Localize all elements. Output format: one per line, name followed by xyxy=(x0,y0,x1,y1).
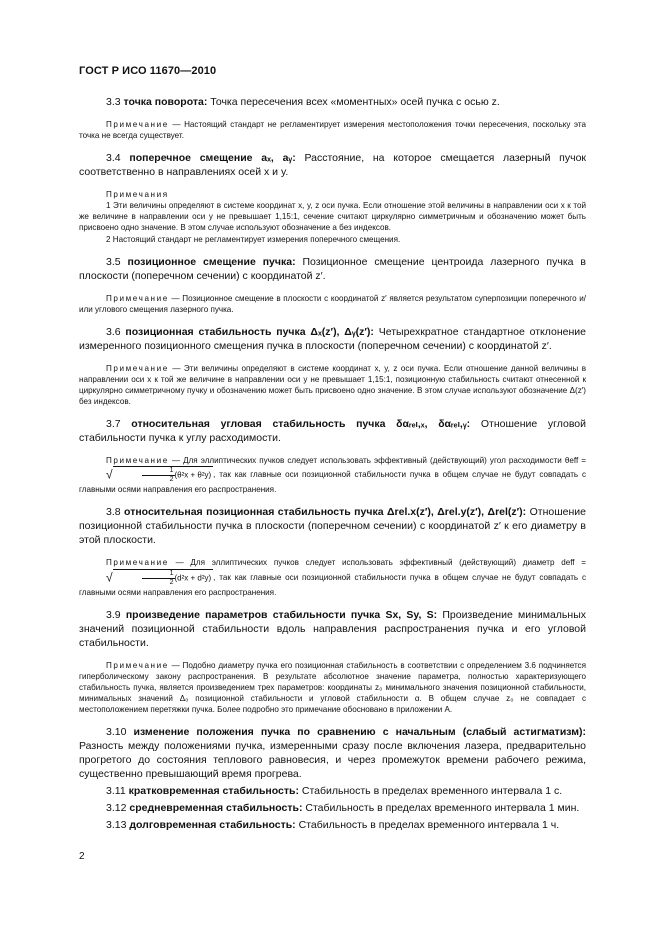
def-term: средневременная стабильность: xyxy=(129,802,303,815)
def-number: 3.11 xyxy=(106,785,126,798)
definition-3-10 xyxy=(79,725,586,781)
def-text: Отношение позиционной стабильности пучка в плоскости (поперечном сечении) с координатой z′ к его диаметру в этой плоскости. xyxy=(79,506,586,547)
definition-3-6 xyxy=(79,325,586,353)
def-term: позиционная стабильность пучка Δₓ(z′), Δᵧ(z′): xyxy=(125,325,374,338)
def-text: Стабильность в пределах временного интервала 1 с. xyxy=(301,785,563,798)
def-term: относительная позиционная стабильность пучка Δrel.x(z′), Δrel.y(z′), Δrel(z′): xyxy=(124,506,527,519)
note-3-6 xyxy=(79,363,586,407)
note-label: Примечание xyxy=(106,660,169,670)
def-text: Точка пересечения всех «моментных» осей пучка с осью z. xyxy=(210,96,500,108)
note-3-3 xyxy=(79,119,586,141)
def-text: Позиционное смещение центроида лазерного пучка в плоскости (поперечном сечении) с координатой z′. xyxy=(79,255,586,282)
definition-3-11 xyxy=(79,784,586,798)
def-number: 3.10 xyxy=(106,726,127,739)
sqrt-body xyxy=(113,466,214,484)
definition-3-5 xyxy=(79,255,586,283)
sqrt-symbol: √ xyxy=(106,569,113,584)
note-3-7 xyxy=(79,455,586,495)
def-text: Разность между положениями пучка, измеренными сразу после включения лазера, предварительно прогретого до состояния теплового равновесия, и через промежуток времени рабочего режима, существенно превышающий время прогрева. xyxy=(79,740,586,781)
note-label: Примечание xyxy=(106,293,169,303)
def-text: Стабильность в пределах временного интервала 1 мин. xyxy=(305,802,580,815)
note-item-2: 2 Настоящий стандарт не регламентирует измерения поперечного смещения. xyxy=(106,234,401,244)
note-label: Примечание xyxy=(106,120,169,129)
note-text-a: — Для эллиптических пучков следует использовать эффективный (действующий) угол расходимости θeff = xyxy=(171,456,586,466)
def-number: 3.7 xyxy=(106,418,121,431)
diameter-formula xyxy=(79,569,213,587)
def-text: Расстояние, на которое смещается лазерный пучок соответственно в направлениях осей x и y. xyxy=(79,152,587,179)
def-text: Четырехкратное стандартное отклонение измеренного позиционного смещения пучка в плоскости (поперечном сечении) с координатой z′. xyxy=(79,325,586,352)
definition-3-7 xyxy=(79,417,586,445)
fraction-one-half: $\frac{1}{2}$ xyxy=(142,467,175,484)
note-item-1: 1 Эти величины определяют в системе координат x, y, z оси пучка. Если отношение этой величины в направлении оси x к той же величине в направлении оси y не превышает 1,15:1, сечение считают циркулярно симметричным и обозначению может быть присвоено одно значение. В этом случае используют обозначение a без индексов. xyxy=(79,201,586,233)
definition-3-9 xyxy=(79,608,586,650)
def-term: изменение положения пучка по сравнению с начальным (слабый астигматизм): xyxy=(133,726,586,739)
def-term: кратковременная стабильность: xyxy=(128,785,299,798)
def-number: 3.12 xyxy=(106,802,127,815)
document-header: ГОСТ Р ИСО 11670—2010 xyxy=(79,65,217,77)
notes-label xyxy=(79,189,586,200)
notes-label-text: Примечания xyxy=(106,190,169,200)
page-number: 2 xyxy=(79,851,85,862)
def-text: Стабильность в пределах временного интервала 1 ч. xyxy=(298,819,560,832)
note-text: — Эти величины определяют в системе координат x, y, z оси пучка. Если отношение данной величины в направлении оси x к той же величине в направлении оси y не превышает 1,15:1, позиционную стабильность считают отнесенной к циркулярно симметричному пучку и обозначению может быть присвоено одно значение. В этом случае используют обозначение Δ(z′) без индексов. xyxy=(79,363,586,407)
def-term: произведение параметров стабильности пучка Sx, Sy, S: xyxy=(125,608,438,621)
definition-3-13 xyxy=(79,818,586,832)
fraction-one-half: $\frac{1}{2}$ xyxy=(142,570,175,587)
def-text: Отношение угловой стабильности пучка к углу расходимости. xyxy=(79,418,587,445)
note-3-9 xyxy=(79,660,586,715)
def-number: 3.8 xyxy=(106,506,121,519)
note-text: — Позиционное смещение в плоскости с координатой z′ является результатом суперпозиции поперечного и/или углового смещения лазерного пучка. xyxy=(79,293,587,314)
definition-3-12 xyxy=(79,801,586,815)
note-text: — Настоящий стандарт не регламентирует измерения местоположения точки пересечения, поскольку эта точка не всегда существует. xyxy=(79,120,587,141)
def-term: поперечное смещение aₓ, aᵧ: xyxy=(129,152,296,165)
note-label: Примечание xyxy=(106,363,169,373)
definition-3-8 xyxy=(79,505,586,547)
note-text-b: , так как главные оси позиционной стабильности пучка в общем случае не будут совпадать с главными осями направления его распространения. xyxy=(79,572,586,597)
def-term: относительная угловая стабильность пучка δαᵣₑₗ,ₓ, δαᵣₑₗ,ᵧ: xyxy=(131,418,471,431)
note-text: — Подобно диаметру пучка его позиционная стабильность в соответствии с определением 3.6 подчиняется гиперболическому закону распространения. В результате абсолютное значение параметра, полностью характеризующего стабильность пучка, является произведением трех параметров: координаты z₀ минимального значения позиционной стабильности, минимальных значений Δ₀ позиционной стабильности и угловой стабильности α. В общем случае z₀ не совпадает с местоположением перетяжки пучка. Более подробно это примечание обосновано в приложении А. xyxy=(79,660,586,714)
divergence-formula xyxy=(79,466,213,484)
definition-3-4 xyxy=(79,151,586,179)
formula-terms: (d²x + d²y) xyxy=(174,573,212,583)
def-number: 3.3 xyxy=(106,96,121,108)
formula-terms: (θ²x + θ²y) xyxy=(174,470,212,480)
def-number: 3.13 xyxy=(106,819,127,832)
note-text-b: , так как главные оси позиционной стабильности пучка в общем случае не будут совпадать с главными осями направления его распространения. xyxy=(79,470,586,495)
note-3-8 xyxy=(79,557,586,597)
definition-3-3 xyxy=(79,95,586,109)
def-number: 3.5 xyxy=(106,255,121,268)
note-text-a: — Для эллиптических пучков следует использовать эффективный (действующий) диаметр deff = xyxy=(175,558,586,568)
def-number: 3.6 xyxy=(106,325,121,338)
note-label: Примечание xyxy=(106,558,169,568)
sqrt-body xyxy=(113,569,214,587)
document-body xyxy=(79,95,586,835)
def-term: долговременная стабильность: xyxy=(129,819,296,832)
def-text: Произведение минимальных значений позиционной стабильности вдоль направления распространения пучка и его угловой стабильности. xyxy=(79,608,586,649)
sqrt-symbol: √ xyxy=(106,467,113,482)
def-number: 3.9 xyxy=(106,608,121,621)
note-label: Примечание xyxy=(106,456,169,466)
def-term: точка поворота: xyxy=(123,96,208,108)
def-term: позиционное смещение пучка: xyxy=(127,255,296,268)
def-number: 3.4 xyxy=(106,152,121,165)
note-3-5 xyxy=(79,293,586,315)
notes-3-4 xyxy=(79,189,586,244)
